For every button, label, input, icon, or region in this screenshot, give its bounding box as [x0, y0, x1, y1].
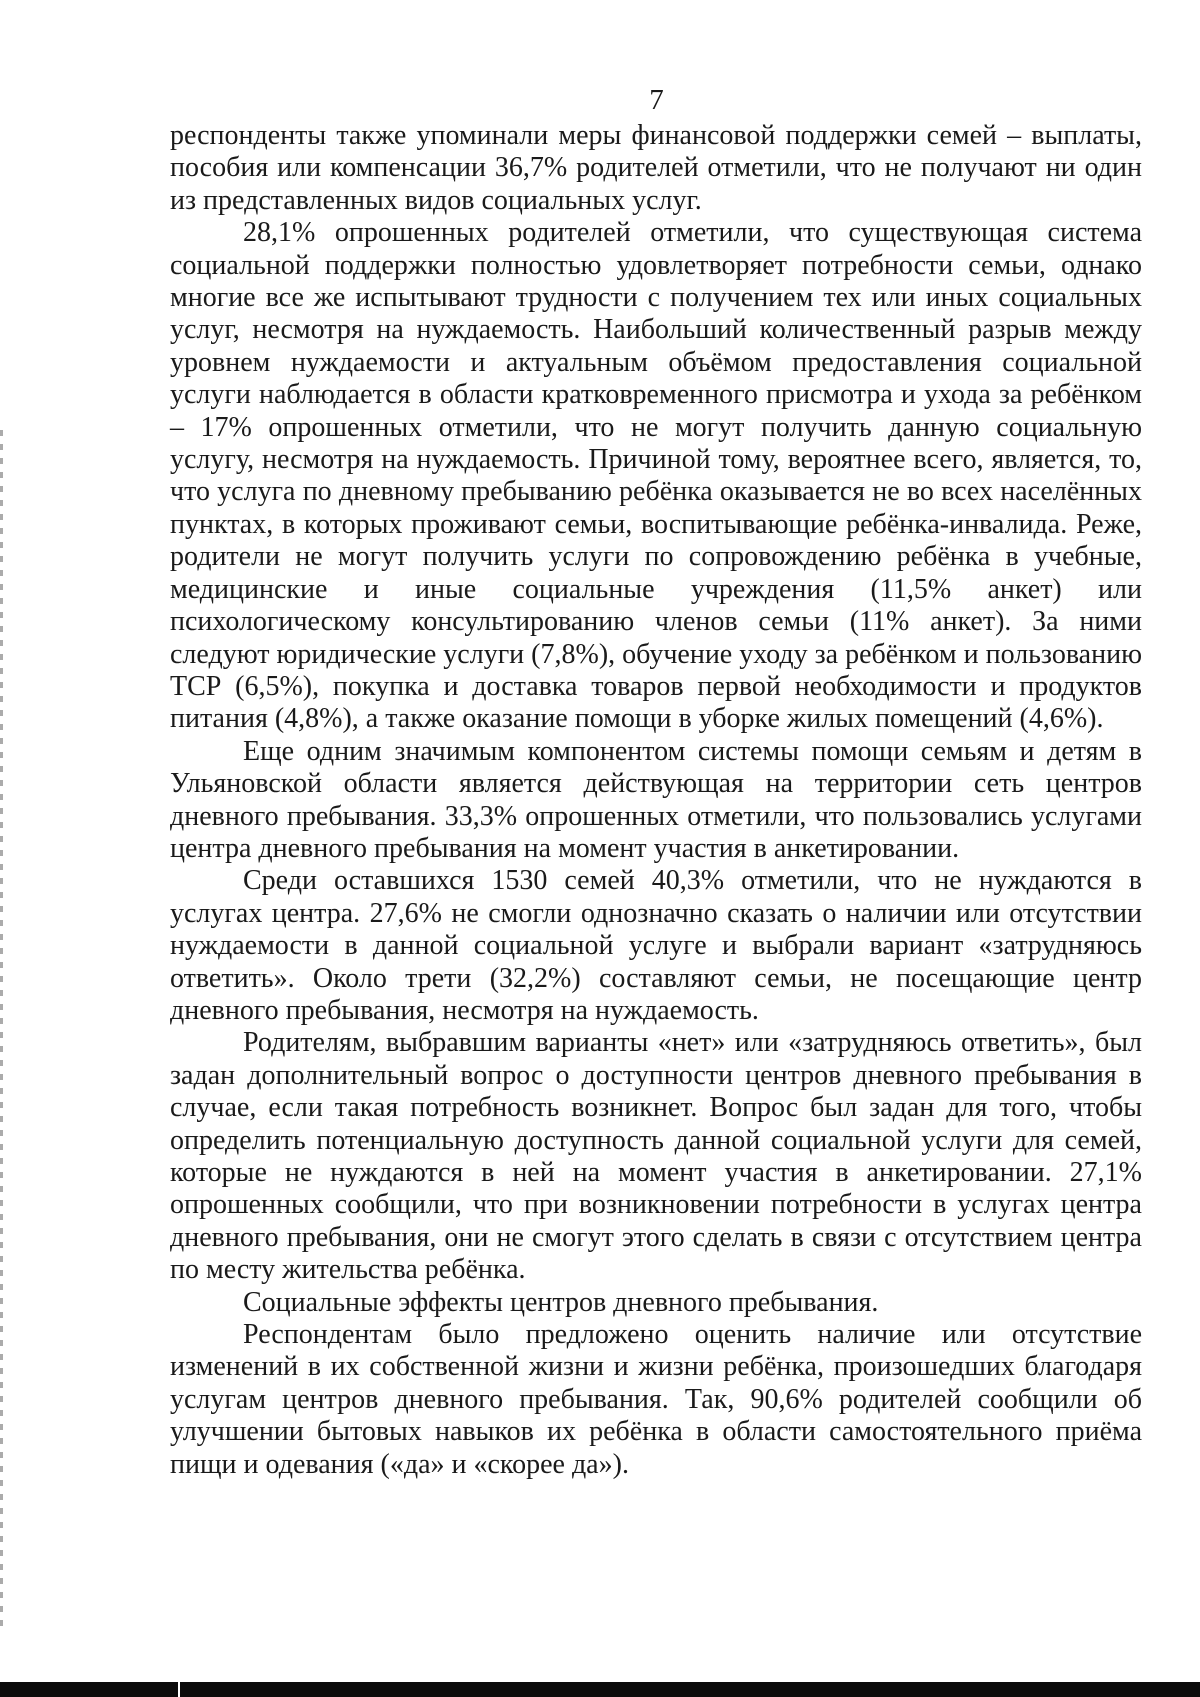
paragraph: 28,1% опрошенных родителей отметили, что существующая система социальной поддержки полностью удовлетворяет потребности семьи, однако многие все же испытывают трудности с получением тех или иных социальных услуг, несмотря на нуждаемость. Наибольший количественный разрыв между уровнем нуждаемости и актуальным объёмом предоставления социальной услуги наблюдается в области кратковременного присмотра и ухода за ребёнком – 17% опрошенных отметили, что не могут получить данную социальную услугу, несмотря на нуждаемость. Причиной тому, вероятнее всего, является, то, что услуга по дневному пребыванию ребёнка оказывается не во всех населённых пунктах, в которых проживают семьи, воспитывающие ребёнка-инвалида. Реже, родители не могут получить услуги по сопровождению ребёнка в учебные, медицинские и иные социальные учреждения (11,5% анкет) или психологическому консультированию членов семьи (11% анкет). За ними следуют юридические услуги (7,8%), обучение уходу за ребёнком и пользованию ТСР (6,5%), покупка и доставка товаров первой необходимости и продуктов питания (4,8%), а также оказание помощи в уборке жилых помещений (4,6%). — [170, 217, 1142, 735]
section-heading: Социальные эффекты центров дневного пребывания. — [243, 1286, 879, 1318]
page-number: 7 — [649, 84, 664, 116]
paragraph: Родителям, выбравшим варианты «нет» или «затрудняюсь ответить», был задан дополнительный вопрос о доступности центров дневного пребывания в случае, если такая потребность возникнет. Вопрос был задан для того, чтобы определить потенциальную доступность данной социальной услуги для семей, которые не нуждаются в ней на момент участия в анкетировании. 27,1% опрошенных сообщили, что при возникновении потребности в услугах центра дневного пребывания, они не смогут этого сделать в связи с отсутствием центра по месту жительства ребёнка. — [170, 1027, 1142, 1286]
scan-bottom-border — [0, 1682, 1200, 1697]
body-text — [170, 120, 1142, 1481]
scan-edge-artifact — [0, 430, 3, 1630]
paragraph: Респондентам было предложено оценить наличие или отсутствие изменений в их собственной жизни и жизни ребёнка, произошедших благодаря услугам центров дневного пребывания. Так, 90,6% родителей сообщили об улучшении бытовых навыков их ребёнка в области самостоятельного приёма пищи и одевания («да» и «скорее да»). — [170, 1319, 1142, 1480]
paragraph: Еще одним значимым компонентом системы помощи семьям и детям в Ульяновской области является действующая на территории сеть центров дневного пребывания. 33,3% опрошенных отметили, что пользовались услугами центра дневного пребывания на момент участия в анкетировании. — [170, 735, 1142, 864]
scan-bottom-mark — [178, 1682, 180, 1697]
paragraph-continuation: респонденты также упоминали меры финансовой поддержки семей – выплаты, пособия или компенсации 36,7% родителей отметили, что не получают ни один из представленных видов социальных услуг. — [170, 120, 1142, 216]
paragraph: Среди оставшихся 1530 семей 40,3% отметили, что не нуждаются в услугах центра. 27,6% не смогли однозначно сказать о наличии или отсутствии нуждаемости в данной социальной услуге и выбрали вариант «затрудняюсь ответить». Около трети (32,2%) составляют семьи, не посещающие центр дневного пребывания, несмотря на нуждаемость. — [170, 865, 1142, 1026]
